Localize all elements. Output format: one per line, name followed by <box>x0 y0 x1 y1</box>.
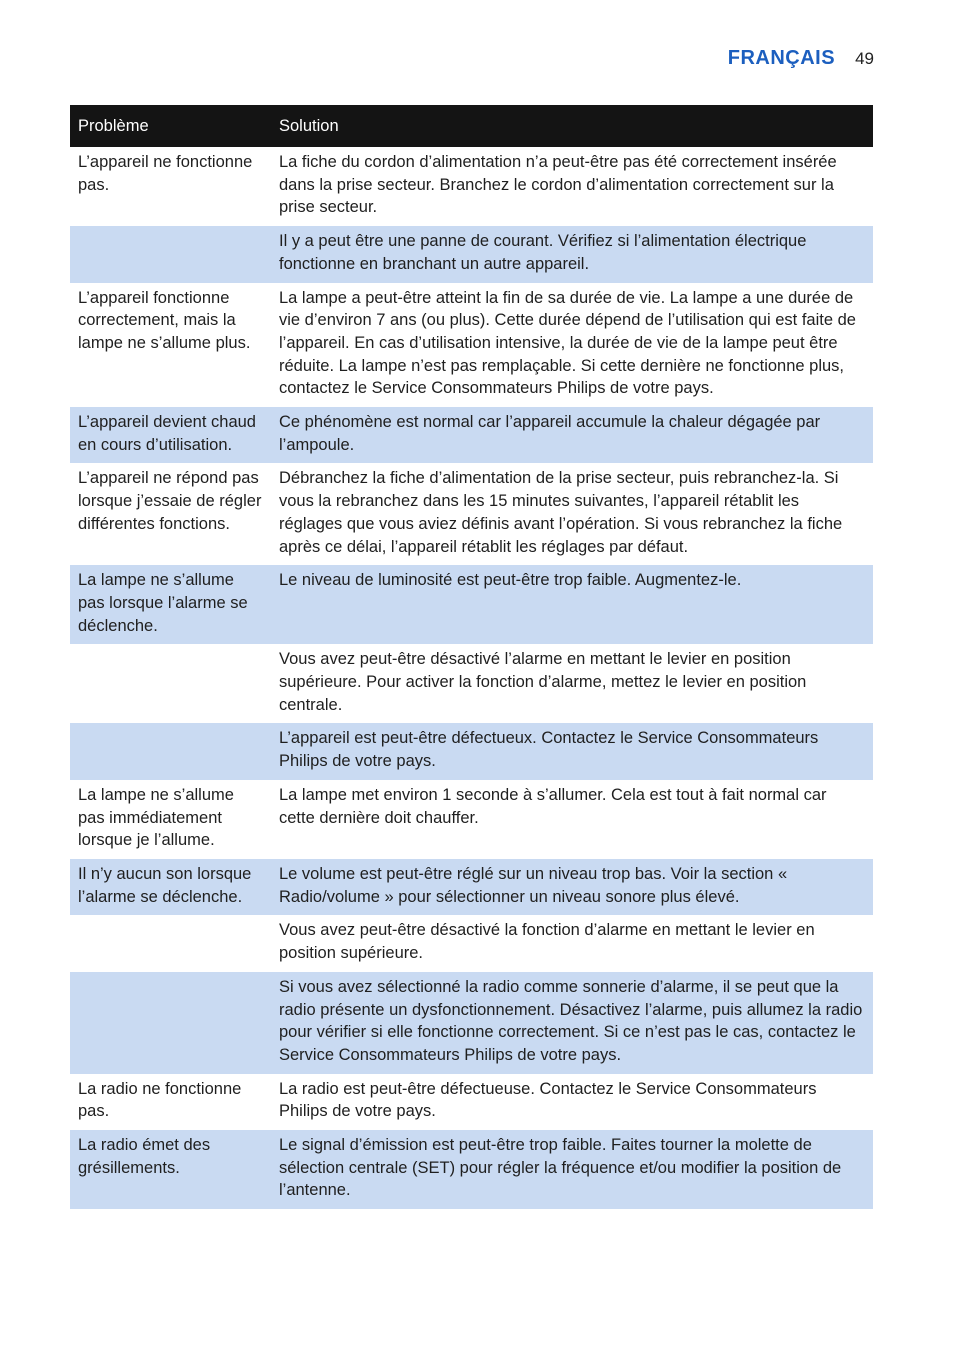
problem-cell <box>70 226 271 282</box>
troubleshooting-table <box>70 105 873 1209</box>
column-header-solution: Solution <box>271 105 873 147</box>
solution-cell: L’appareil est peut-être défectueux. Contactez le Service Consommateurs Philips de votre pays. <box>271 723 873 779</box>
language-label: FRANÇAIS <box>727 47 836 69</box>
table-row <box>70 915 873 971</box>
problem-cell <box>70 723 271 779</box>
solution-cell: La lampe a peut-être atteint la fin de sa durée de vie. La lampe a une durée de vie d’environ 7 ans (ou plus). Cette durée dépend de l’utilisation qui est faite de l’appareil. En cas d’utilisation intensive, la durée de vie de la lampe peut être réduite. La lampe n’est pas remplaçable. Si cette dernière ne fonctionne plus, contactez le Service Consommateurs Philips de votre pays. <box>271 283 873 408</box>
solution-cell: Débranchez la fiche d’alimentation de la prise secteur, puis rebranchez-la. Si vous la rebranchez dans les 15 minutes suivantes, l’appareil rétablit les réglages que vous aviez définis avant l’opération. Si vous rebranchez la fiche après ce délai, l’appareil rétablit les réglages par défaut. <box>271 463 873 565</box>
table-row <box>70 644 873 723</box>
column-header-problem: Problème <box>70 105 271 147</box>
solution-cell: Vous avez peut-être désactivé l’alarme en mettant le levier en position supérieure. Pour activer la fonction d’alarme, mettez le levier en position centrale. <box>271 644 873 723</box>
table-row <box>70 1074 873 1130</box>
problem-cell: L’appareil ne répond pas lorsque j’essaie de régler différentes fonctions. <box>70 463 271 565</box>
problem-cell <box>70 972 271 1074</box>
table-row <box>70 226 873 282</box>
problem-cell: La lampe ne s’allume pas lorsque l’alarme se déclenche. <box>70 565 271 644</box>
solution-cell: Le signal d’émission est peut-être trop faible. Faites tourner la molette de sélection centrale (SET) pour régler la fréquence et/ou modifier la position de l’antenne. <box>271 1130 873 1209</box>
table-row <box>70 283 873 408</box>
page-number: 49 <box>855 49 874 68</box>
problem-cell <box>70 644 271 723</box>
problem-cell: L’appareil fonctionne correctement, mais la lampe ne s’allume plus. <box>70 283 271 408</box>
table-row <box>70 723 873 779</box>
problem-cell: La lampe ne s’allume pas immédiatement lorsque je l’allume. <box>70 780 271 859</box>
problem-cell: La radio ne fonctionne pas. <box>70 1074 271 1130</box>
table-row <box>70 463 873 565</box>
table-header-row <box>70 105 873 147</box>
problem-cell: L’appareil devient chaud en cours d’utilisation. <box>70 407 271 463</box>
solution-cell: Le niveau de luminosité est peut-être trop faible. Augmentez-le. <box>271 565 873 644</box>
problem-cell: La radio émet des grésillements. <box>70 1130 271 1209</box>
table-body <box>70 147 873 1209</box>
table-row <box>70 565 873 644</box>
table-row <box>70 407 873 463</box>
table-row <box>70 859 873 915</box>
table-row <box>70 972 873 1074</box>
page-header <box>728 47 874 70</box>
problem-cell <box>70 915 271 971</box>
solution-cell: Le volume est peut-être réglé sur un niveau trop bas. Voir la section « Radio/volume » pour sélectionner un niveau sonore plus élevé. <box>271 859 873 915</box>
solution-cell: Si vous avez sélectionné la radio comme sonnerie d’alarme, il se peut que la radio présente un dysfonctionnement. Désactivez l’alarme, puis allumez la radio pour vérifier si elle fonctionne correctement. Si ce n’est pas le cas, contactez le Service Consommateurs Philips de votre pays. <box>271 972 873 1074</box>
table-row <box>70 780 873 859</box>
solution-cell: Vous avez peut-être désactivé la fonction d’alarme en mettant le levier en position supérieure. <box>271 915 873 971</box>
solution-cell: La fiche du cordon d’alimentation n’a peut-être pas été correctement insérée dans la prise secteur. Branchez le cordon d’alimentation correctement sur la prise secteur. <box>271 147 873 226</box>
solution-cell: La lampe met environ 1 seconde à s’allumer. Cela est tout à fait normal car cette dernière doit chauffer. <box>271 780 873 859</box>
table-row <box>70 1130 873 1209</box>
solution-cell: Ce phénomène est normal car l’appareil accumule la chaleur dégagée par l’ampoule. <box>271 407 873 463</box>
solution-cell: Il y a peut être une panne de courant. Vérifiez si l’alimentation électrique fonctionne en branchant un autre appareil. <box>271 226 873 282</box>
table-row <box>70 147 873 226</box>
problem-cell: Il n’y aucun son lorsque l’alarme se déclenche. <box>70 859 271 915</box>
problem-cell: L’appareil ne fonctionne pas. <box>70 147 271 226</box>
solution-cell: La radio est peut-être défectueuse. Contactez le Service Consommateurs Philips de votre pays. <box>271 1074 873 1130</box>
